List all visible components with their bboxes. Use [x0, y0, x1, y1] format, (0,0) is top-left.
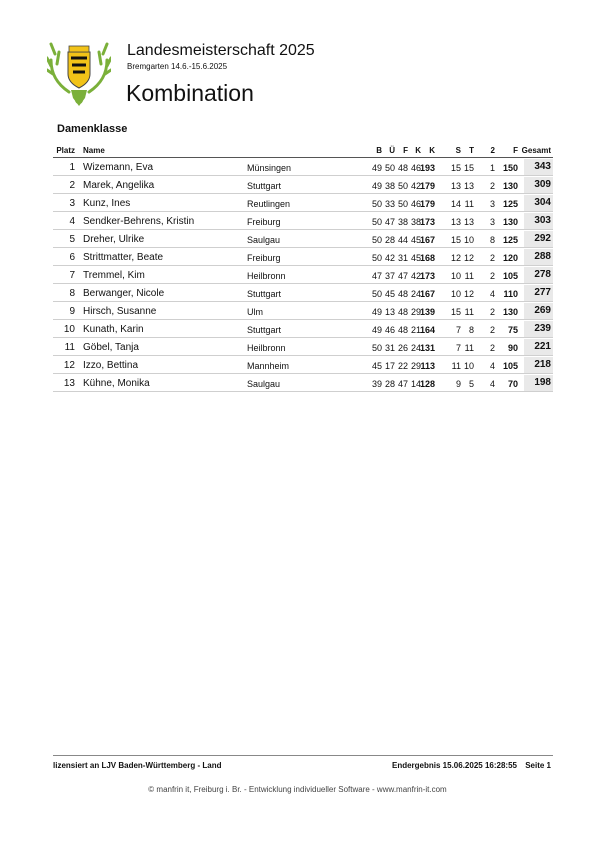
name-cell: Tremmel, Kim — [83, 270, 145, 281]
club-cell: Münsingen — [247, 163, 292, 173]
total-cell: 303 — [524, 213, 553, 229]
col-u: Ü — [389, 146, 395, 155]
score-k-cell: 167 — [419, 235, 435, 245]
score-fv-cell: 110 — [503, 289, 518, 299]
name-cell: Sendker-Behrens, Kristin — [83, 216, 195, 227]
score-t-cell: 10 — [463, 235, 474, 245]
score-t-cell: 11 — [464, 307, 474, 317]
table-row — [53, 338, 553, 356]
score-fv-cell: 75 — [507, 325, 518, 335]
place-cell: 13 — [63, 378, 75, 389]
col-f: F — [403, 146, 408, 155]
footer-divider — [53, 755, 553, 756]
name-cell: Wizemann, Eva — [83, 162, 154, 173]
place-cell: 5 — [69, 234, 75, 245]
score-k1-cell: 24 — [410, 289, 421, 299]
total-cell: 304 — [524, 195, 553, 211]
score-f-cell: 44 — [397, 235, 408, 245]
score-fv-cell: 125 — [502, 235, 518, 245]
score-u-cell: 28 — [384, 379, 395, 389]
score-k1-cell: 46 — [410, 163, 421, 173]
name-cell: Marek, Angelika — [83, 180, 155, 191]
page-title: Landesmeisterschaft 2025 — [127, 42, 315, 59]
score-u-cell: 28 — [384, 235, 395, 245]
score-t-cell: 5 — [468, 379, 474, 389]
col-b: B — [376, 146, 382, 155]
score-fv-cell: 130 — [502, 307, 518, 317]
score-2-cell: 2 — [489, 343, 495, 353]
score-f-cell: 26 — [397, 343, 408, 353]
score-2-cell: 4 — [489, 289, 495, 299]
score-u-cell: 31 — [384, 343, 395, 353]
place-cell: 6 — [69, 252, 75, 263]
score-t-cell: 8 — [468, 325, 474, 335]
score-2-cell: 3 — [489, 217, 495, 227]
score-k1-cell: 14 — [410, 379, 421, 389]
place-cell: 7 — [69, 270, 75, 281]
score-b-cell: 49 — [371, 163, 382, 173]
total-cell: 277 — [524, 285, 553, 301]
score-fv-cell: 125 — [502, 199, 518, 209]
score-u-cell: 42 — [384, 253, 395, 263]
score-u-cell: 38 — [384, 181, 395, 191]
col-name: Name — [83, 146, 105, 155]
score-k-cell: 164 — [419, 325, 435, 335]
score-fv-cell: 70 — [507, 379, 518, 389]
score-k1-cell: 42 — [410, 181, 421, 191]
score-t-cell: 11 — [464, 343, 474, 353]
place-cell: 9 — [69, 306, 75, 317]
place-cell: 3 — [69, 198, 75, 209]
place-cell: 2 — [69, 180, 75, 191]
score-b-cell: 50 — [371, 343, 382, 353]
score-f-cell: 48 — [397, 307, 408, 317]
score-fv-cell: 150 — [502, 163, 518, 173]
score-k-cell: 113 — [420, 361, 435, 371]
total-cell: 218 — [524, 357, 553, 373]
score-t-cell: 11 — [464, 199, 474, 209]
score-u-cell: 50 — [384, 163, 395, 173]
score-u-cell: 13 — [384, 307, 395, 317]
col-2: 2 — [490, 146, 495, 155]
score-f-cell: 31 — [397, 253, 408, 263]
score-2-cell: 2 — [489, 253, 495, 263]
score-2-cell: 2 — [489, 271, 495, 281]
score-b-cell: 50 — [371, 199, 382, 209]
score-k1-cell: 42 — [410, 271, 421, 281]
total-cell: 239 — [524, 321, 553, 337]
score-t-cell: 11 — [464, 271, 474, 281]
score-b-cell: 39 — [371, 379, 382, 389]
score-s-cell: 15 — [450, 307, 461, 317]
total-cell: 292 — [524, 231, 553, 247]
col-total: Gesamt — [521, 146, 551, 155]
score-s-cell: 13 — [450, 181, 461, 191]
score-fv-cell: 90 — [507, 343, 518, 353]
score-k-cell: 179 — [419, 199, 435, 209]
score-f-cell: 50 — [397, 181, 408, 191]
score-s-cell: 7 — [455, 343, 461, 353]
score-f-cell: 48 — [397, 325, 408, 335]
total-cell: 198 — [524, 375, 553, 391]
license-note: lizensiert an LJV Baden-Württemberg - Land — [53, 761, 222, 770]
score-t-cell: 13 — [463, 217, 474, 227]
score-s-cell: 9 — [455, 379, 461, 389]
table-row — [53, 194, 553, 212]
score-k-cell: 167 — [419, 289, 435, 299]
score-k1-cell: 21 — [410, 325, 421, 335]
score-k-cell: 139 — [419, 307, 435, 317]
score-t-cell: 15 — [463, 163, 474, 173]
place-cell: 4 — [69, 216, 75, 227]
score-k-cell: 193 — [419, 163, 435, 173]
score-k1-cell: 46 — [410, 199, 421, 209]
place-cell: 11 — [64, 342, 75, 353]
col-place: Platz — [56, 146, 75, 155]
score-k1-cell: 45 — [410, 235, 421, 245]
club-cell: Mannheim — [247, 361, 290, 371]
score-f-cell: 38 — [397, 217, 408, 227]
club-cell: Heilbronn — [247, 343, 286, 353]
name-cell: Strittmatter, Beate — [83, 252, 164, 263]
name-cell: Dreher, Ulrike — [83, 234, 145, 245]
footer-status — [386, 761, 551, 770]
score-b-cell: 50 — [371, 253, 382, 263]
club-cell: Reutlingen — [247, 199, 291, 209]
score-2-cell: 8 — [489, 235, 495, 245]
score-t-cell: 13 — [463, 181, 474, 191]
score-2-cell: 1 — [489, 163, 495, 173]
total-cell: 309 — [524, 177, 553, 193]
score-fv-cell: 120 — [502, 253, 518, 263]
score-fv-cell: 130 — [502, 217, 518, 227]
antler-crest-logo — [47, 40, 111, 110]
name-cell: Kunath, Karin — [83, 324, 144, 335]
score-s-cell: 13 — [450, 217, 461, 227]
score-k1-cell: 29 — [410, 307, 421, 317]
score-2-cell: 3 — [489, 199, 495, 209]
score-u-cell: 45 — [384, 289, 395, 299]
score-u-cell: 37 — [384, 271, 395, 281]
name-cell: Berwanger, Nicole — [83, 288, 165, 299]
score-k1-cell: 45 — [410, 253, 421, 263]
score-b-cell: 45 — [371, 361, 382, 371]
place-cell: 8 — [69, 288, 75, 299]
club-cell: Freiburg — [247, 253, 281, 263]
table-row — [53, 266, 553, 284]
discipline-title: Kombination — [126, 80, 254, 106]
col-fv: F — [513, 146, 518, 155]
score-b-cell: 50 — [371, 289, 382, 299]
table-row — [53, 212, 553, 230]
score-s-cell: 12 — [450, 253, 461, 263]
name-cell: Kunz, Ines — [83, 198, 131, 209]
score-s-cell: 11 — [451, 361, 461, 371]
total-cell: 278 — [524, 267, 553, 283]
score-f-cell: 50 — [397, 199, 408, 209]
club-cell: Stuttgart — [247, 325, 282, 335]
score-f-cell: 48 — [397, 163, 408, 173]
event-location-dates: Bremgarten 14.6.-15.6.2025 — [127, 62, 228, 71]
score-s-cell: 10 — [450, 271, 461, 281]
place-cell: 10 — [63, 324, 75, 335]
score-s-cell: 7 — [455, 325, 461, 335]
club-cell: Heilbronn — [247, 271, 286, 281]
club-cell: Stuttgart — [247, 289, 282, 299]
score-2-cell: 4 — [489, 361, 495, 371]
score-2-cell: 4 — [489, 379, 495, 389]
score-k-cell: 131 — [419, 343, 435, 353]
score-2-cell: 2 — [489, 307, 495, 317]
copyright-note: © manfrin it, Freiburg i. Br. - Entwicklung individueller Software - www.manfrin-it.com — [148, 785, 447, 794]
total-cell: 221 — [524, 339, 553, 355]
score-b-cell: 47 — [371, 271, 382, 281]
club-cell: Freiburg — [247, 217, 281, 227]
score-s-cell: 15 — [450, 163, 461, 173]
score-u-cell: 47 — [384, 217, 395, 227]
table-row — [53, 248, 553, 266]
col-k1: K — [415, 146, 421, 155]
table-row — [53, 284, 553, 302]
score-2-cell: 2 — [489, 325, 495, 335]
score-k1-cell: 29 — [410, 361, 421, 371]
score-b-cell: 49 — [371, 181, 382, 191]
score-u-cell: 33 — [384, 199, 395, 209]
table-row — [53, 302, 553, 320]
table-row — [53, 176, 553, 194]
table-row — [53, 356, 553, 374]
table-row — [53, 320, 553, 338]
score-f-cell: 48 — [397, 289, 408, 299]
table-row — [53, 230, 553, 248]
page-number: Seite 1 — [525, 761, 551, 770]
name-cell: Göbel, Tanja — [83, 342, 139, 353]
total-cell: 343 — [524, 159, 553, 175]
score-s-cell: 10 — [450, 289, 461, 299]
score-k1-cell: 38 — [410, 217, 421, 227]
score-f-cell: 47 — [397, 271, 408, 281]
score-t-cell: 10 — [463, 361, 474, 371]
score-f-cell: 47 — [397, 379, 408, 389]
class-heading: Damenklasse — [57, 123, 128, 135]
name-cell: Kühne, Monika — [83, 378, 150, 389]
score-s-cell: 15 — [450, 235, 461, 245]
score-k-cell: 173 — [419, 217, 435, 227]
club-cell: Saulgau — [247, 235, 281, 245]
results-table — [53, 145, 553, 392]
score-t-cell: 12 — [463, 289, 474, 299]
score-k1-cell: 24 — [410, 343, 421, 353]
table-row — [53, 374, 553, 392]
score-fv-cell: 105 — [502, 361, 518, 371]
score-fv-cell: 130 — [502, 181, 518, 191]
score-k-cell: 128 — [419, 379, 435, 389]
score-t-cell: 12 — [463, 253, 474, 263]
total-cell: 288 — [524, 249, 553, 265]
table-body — [53, 158, 553, 392]
col-t: T — [469, 146, 474, 155]
score-u-cell: 46 — [384, 325, 395, 335]
total-cell: 269 — [524, 303, 553, 319]
score-b-cell: 49 — [371, 307, 382, 317]
score-u-cell: 17 — [384, 361, 395, 371]
col-s: S — [455, 146, 461, 155]
score-b-cell: 50 — [371, 217, 382, 227]
result-status: Endergebnis 15.06.2025 16:28:55 — [392, 761, 517, 770]
score-b-cell: 49 — [371, 325, 382, 335]
table-header — [53, 145, 553, 158]
name-cell: Hirsch, Susanne — [83, 306, 157, 317]
score-k-cell: 179 — [419, 181, 435, 191]
score-s-cell: 14 — [450, 199, 461, 209]
score-k-cell: 168 — [419, 253, 435, 263]
table-row — [53, 158, 553, 176]
club-cell: Ulm — [247, 307, 263, 317]
score-f-cell: 22 — [397, 361, 408, 371]
name-cell: Izzo, Bettina — [83, 360, 139, 371]
score-fv-cell: 105 — [502, 271, 518, 281]
place-cell: 1 — [69, 162, 75, 173]
place-cell: 12 — [63, 360, 75, 371]
col-k: K — [429, 146, 435, 155]
club-cell: Stuttgart — [247, 181, 282, 191]
club-cell: Saulgau — [247, 379, 281, 389]
score-2-cell: 2 — [489, 181, 495, 191]
score-k-cell: 173 — [419, 271, 435, 281]
score-b-cell: 50 — [371, 235, 382, 245]
